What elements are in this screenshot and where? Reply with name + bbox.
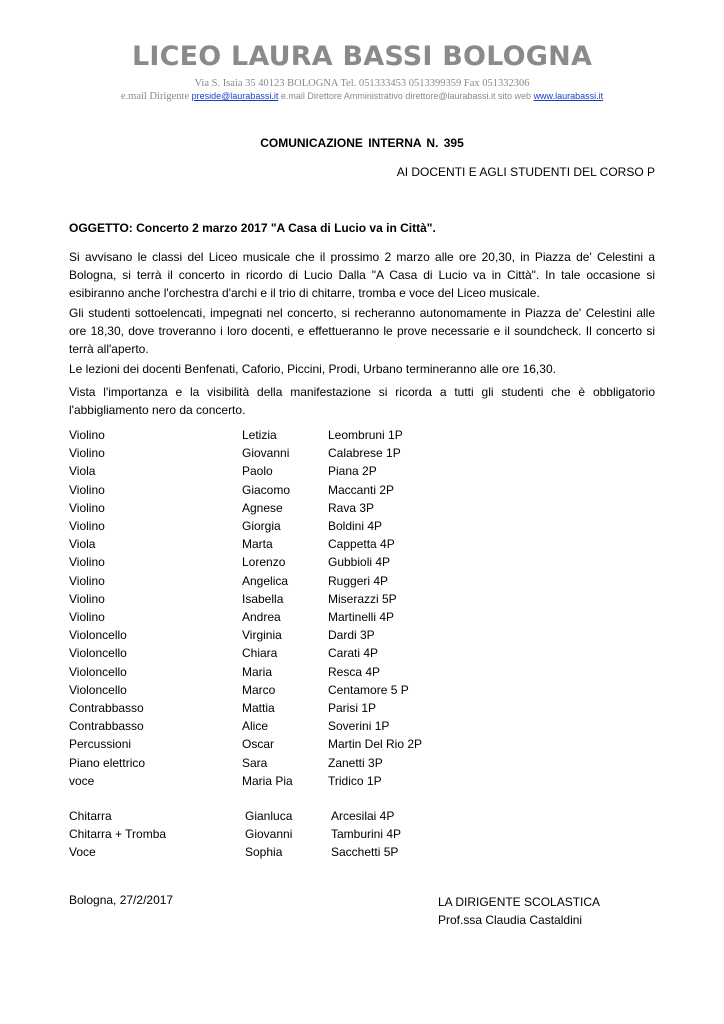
roster-surname-class: Parisi 1P — [328, 701, 377, 715]
roster-row — [0, 843, 724, 861]
roster-surname-class: Gubbioli 4P — [328, 555, 391, 570]
recipients: AI DOCENTI E AGLI STUDENTI DEL CORSO P — [396, 165, 655, 179]
roster-instrument: Piano elettrico — [69, 755, 146, 770]
roster-row — [0, 717, 724, 735]
roster-instrument: Violino — [69, 610, 105, 624]
roster-surname-class: Martinelli 4P — [328, 610, 395, 624]
roster-first-name: Mattia — [242, 701, 275, 715]
place-date: Bologna, 27/2/2017 — [69, 893, 174, 907]
roster-instrument: Percussioni — [69, 737, 132, 752]
paragraph-students-instructions: Gli studenti sottoelencati, impegnati nel concerto, si recheranno autonomamente in Piazza de' Celestini alle ore 18,30, dove troveranno i loro docenti, e effettueranno le prove necessarie e il soundcheck. Il concerto si terrà all'aperto. — [69, 306, 655, 356]
roster-instrument: Viola — [69, 464, 96, 479]
roster-surname-class: Ruggeri 4P — [328, 573, 389, 588]
roster-instrument: Violino — [69, 573, 105, 588]
roster-row — [0, 807, 724, 825]
roster-instrument: Violino — [69, 428, 105, 442]
roster-instrument: Violino — [69, 591, 105, 606]
roster-surname-class: Tridico 1P — [328, 773, 382, 788]
roster-first-name: Maria Pia — [242, 773, 293, 788]
roster-surname-class: Centamore 5 P — [328, 682, 409, 697]
roster-first-name: Agnese — [242, 500, 283, 515]
paragraph-dress-code: Vista l'importanza e la visibilità della manifestazione si ricorda a tutti gli studenti che è obbligatorio l'abbigliamento nero da concerto. — [69, 385, 655, 417]
roster-instrument: Violino — [69, 519, 105, 533]
roster-row — [0, 608, 724, 626]
roster-surname-class: Martin Del Rio 2P — [328, 737, 423, 752]
email-dirigente-label: e.mail Dirigente — [120, 91, 190, 102]
roster-first-name: Gianluca — [245, 809, 293, 823]
roster-row — [0, 572, 724, 590]
roster-first-name: Sara — [242, 755, 268, 770]
roster-surname-class: Arcesilai 4P — [331, 809, 395, 823]
roster-row — [0, 444, 724, 462]
roster-first-name: Letizia — [242, 428, 277, 442]
roster-instrument: Voce — [69, 845, 96, 860]
roster-row — [0, 426, 724, 444]
signature-name: Prof.ssa Claudia Castaldini — [438, 913, 583, 927]
roster-surname-class: Miserazzi 5P — [328, 591, 397, 606]
school-address: Via S. Isaia 35 40123 BOLOGNA Tel. 051333453 0513399359 Fax 051332306 — [194, 78, 530, 89]
roster-row — [0, 553, 724, 571]
roster-row — [0, 772, 724, 790]
roster-row — [0, 535, 724, 553]
roster-first-name: Alice — [242, 719, 269, 734]
roster-surname-class: Cappetta 4P — [328, 537, 395, 552]
roster-instrument: Contrabbasso — [69, 719, 144, 734]
roster-first-name: Marco — [242, 682, 276, 697]
email-dirigente-link[interactable]: preside@laurabassi.it — [191, 91, 279, 101]
roster-first-name: Giovanni — [242, 446, 290, 461]
roster-instrument: Violino — [69, 500, 105, 515]
roster-surname-class: Boldini 4P — [328, 519, 383, 533]
roster-instrument: Violino — [69, 482, 105, 497]
roster-first-name: Giovanni — [245, 827, 293, 842]
roster-first-name: Sophia — [245, 845, 283, 860]
roster-row — [0, 681, 724, 699]
roster-row — [0, 754, 724, 772]
roster-surname-class: Rava 3P — [328, 500, 375, 515]
roster-first-name: Marta — [242, 537, 273, 552]
roster-first-name: Maria — [242, 664, 273, 679]
roster-instrument: Violoncello — [69, 646, 127, 661]
roster-surname-class: Tamburini 4P — [331, 827, 402, 842]
roster-row — [0, 644, 724, 662]
roster-surname-class: Piana 2P — [328, 464, 377, 479]
roster-instrument: Viola — [69, 537, 96, 552]
roster-instrument: Chitarra — [69, 809, 112, 823]
roster-surname-class: Soverini 1P — [328, 719, 390, 734]
roster-surname-class: Carati 4P — [328, 646, 379, 661]
roster-instrument: voce — [69, 773, 95, 788]
roster-instrument: Violoncello — [69, 682, 127, 697]
roster-row — [0, 590, 724, 608]
email-direttore-text: e.mail Direttore Amministrativo direttore@laurabassi.it sito web — [278, 91, 534, 101]
roster-row — [0, 517, 724, 535]
roster-row — [0, 499, 724, 517]
roster-first-name: Isabella — [242, 591, 284, 606]
roster-first-name: Giacomo — [242, 482, 291, 497]
roster-surname-class: Resca 4P — [328, 664, 381, 679]
roster-instrument: Contrabbasso — [69, 701, 144, 715]
roster-first-name: Giorgia — [242, 519, 281, 533]
roster-first-name: Angelica — [242, 573, 289, 588]
subject: OGGETTO: Concerto 2 marzo 2017 "A Casa di Lucio va in Città". — [69, 221, 436, 235]
roster-first-name: Chiara — [242, 646, 278, 661]
roster-surname-class: Dardi 3P — [328, 628, 375, 643]
paragraph-announcement: Si avvisano le classi del Liceo musicale che il prossimo 2 marzo alle ore 20,30, in Piazza de' Celestini a Bologna, si terrà il concerto in ricordo di Lucio Dalla "A Casa di Lucio va in Città". In tale occasione si esibiranno anche l'orchestra d'archi e il trio di chitarre, tromba e voce del Liceo musicale. — [69, 250, 655, 300]
roster-first-name: Lorenzo — [242, 555, 286, 570]
roster-first-name: Virginia — [242, 628, 282, 643]
roster-instrument: Violoncello — [69, 664, 127, 679]
roster-row — [0, 626, 724, 644]
roster-surname-class: Zanetti 3P — [328, 755, 383, 770]
website-link[interactable]: www.laurabassi.it — [533, 91, 604, 101]
roster-row — [0, 663, 724, 681]
roster-instrument: Violoncello — [69, 628, 127, 643]
roster-instrument: Chitarra + Tromba — [69, 827, 167, 842]
roster-first-name: Andrea — [242, 610, 281, 624]
signature-block — [438, 893, 600, 929]
roster-row — [0, 735, 724, 753]
roster-row — [0, 699, 724, 717]
roster-row — [0, 825, 724, 843]
roster-row — [0, 481, 724, 499]
roster-row — [0, 462, 724, 480]
paragraph-lessons: Le lezioni dei docenti Benfenati, Caforio, Piccini, Prodi, Urbano termineranno alle ore 16,30. — [69, 362, 556, 376]
roster-instrument: Violino — [69, 555, 105, 570]
school-contacts — [0, 91, 724, 102]
school-name: LICEO LAURA BASSI BOLOGNA — [131, 41, 593, 72]
roster-surname-class: Maccanti 2P — [328, 482, 395, 497]
roster-first-name: Paolo — [242, 464, 273, 479]
communication-title: COMUNICAZIONE INTERNA N. 395 — [260, 136, 464, 150]
roster-surname-class: Sacchetti 5P — [331, 845, 399, 860]
roster-first-name: Oscar — [242, 737, 275, 752]
roster-surname-class: Leombruni 1P — [328, 428, 403, 442]
roster-surname-class: Calabrese 1P — [328, 446, 401, 461]
roster-instrument: Violino — [69, 446, 105, 461]
signature-role: LA DIRIGENTE SCOLASTICA — [438, 895, 601, 909]
